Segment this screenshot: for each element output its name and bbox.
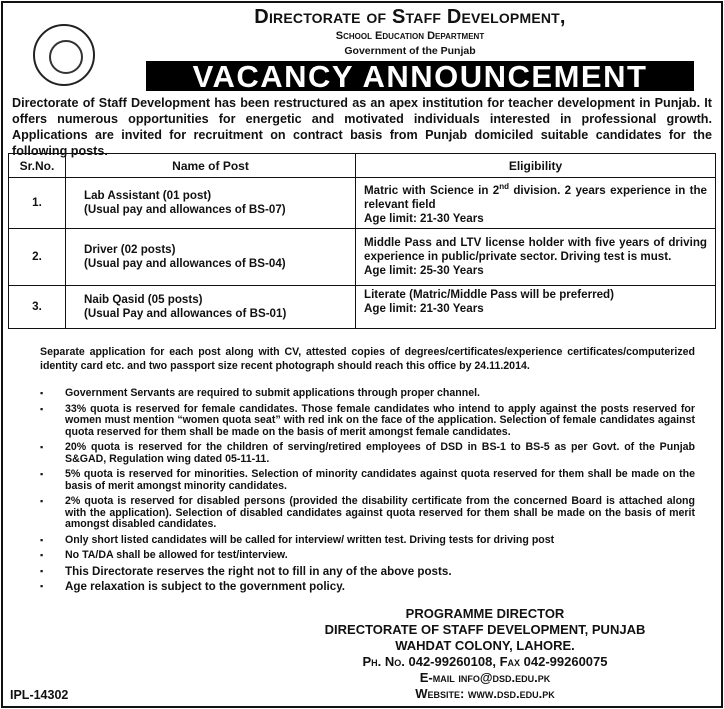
elig-sup: nd — [499, 182, 509, 192]
eligibility — [356, 229, 716, 286]
post-pay: (Usual Pay and allowances of BS-01) — [84, 307, 287, 320]
elig-part: Matric with Science in 2 — [364, 183, 500, 197]
posts-table — [8, 153, 716, 329]
eligibility — [356, 286, 716, 329]
table-row — [9, 178, 716, 229]
conditions-list — [40, 388, 695, 597]
eligibility-text: Middle Pass and LTV license holder with five years of driving experience in public/private sector. Driving test is must. — [364, 236, 707, 263]
contact-phone: Ph. No. 042-99260108, Fax 042-99260075 — [362, 654, 608, 669]
elig-part: division. 2 years experience in the relevant field — [364, 183, 708, 211]
condition-item: ▪ 33% quota is reserved for female candidates. Those female candidates who intend to apply against the posts reserved for women must mention “women quota seat” with red ink on the face of the application. Selection of female candidates against quota reserved for them shall be made on the basis of merit amongst female candidates. — [40, 404, 695, 439]
post-pay: (Usual pay and allowances of BS-04) — [84, 257, 286, 270]
eligibility-text — [364, 180, 707, 212]
post-name — [66, 286, 356, 329]
post-name — [66, 178, 356, 229]
table-header — [9, 154, 716, 178]
condition-item: ▪ Only short listed candidates will be called for interview/ written test. Driving tests for driving post — [40, 535, 695, 547]
condition-item: ▪ No TA/DA shall be allowed for test/interview. — [40, 550, 695, 562]
condition-item: ▪ 5% quota is reserved for minorities. Selection of minority candidates against quota reserved for them shall be made on the basis of merit amongst minority candidates. — [40, 469, 695, 492]
table-row — [9, 286, 716, 329]
gov-title: Government of the Punjab — [344, 45, 476, 57]
eligibility — [356, 178, 716, 229]
table-row — [9, 229, 716, 286]
contact-website[interactable]: Website: www.dsd.edu.pk — [415, 686, 555, 701]
sr-no: 2. — [9, 229, 66, 286]
age-limit: Age limit: 21-30 Years — [364, 211, 484, 225]
header-eligibility: Eligibility — [356, 154, 716, 178]
age-limit: Age limit: 25-30 Years — [364, 264, 484, 277]
reference-number: IPL-14302 — [10, 688, 69, 702]
vacancy-banner: VACANCY ANNOUNCEMENT — [146, 61, 694, 91]
sr-no: 3. — [9, 286, 66, 329]
post-title: Naib Qasid (05 posts) — [84, 293, 203, 306]
post-title: Lab Assistant (01 post) — [84, 189, 212, 202]
contact-address: WAHDAT COLONY, LAHORE. — [395, 638, 575, 653]
condition-item: ▪ 20% quota is reserved for the children of serving/retired employees of DSD in BS-1 to BS-5 as per Govt. of the Punjab S&GAD, Regulation wing dated 05-11-11. — [40, 442, 695, 465]
sr-no: 1. — [9, 178, 66, 229]
contact-block — [270, 606, 700, 702]
intro-paragraph: Directorate of Staff Development has been restructured as an apex institution for teacher development in Punjab. It offers numerous opportunities for energetic and motivated individuals interested in professional growth. Applications are invited for recruitment on contract basis from Punjab domiciled suitable candidates for the following posts. — [12, 96, 712, 158]
condition-item: ▪ 2% quota is reserved for disabled persons (provided the disability certificate from the concerned Board is attached along with the application). Selection of disabled candidates against quota reserved for them shall be made on the basis of merit amongst disabled candidates. — [40, 496, 695, 531]
post-name — [66, 229, 356, 286]
dsd-logo — [33, 24, 95, 86]
application-instructions: Separate application for each post along with CV, attested copies of degrees/certificates/experience certificates/computerized identity card etc. and two passport size recent photograph should reach this office by 24.11.2014. — [40, 346, 695, 372]
condition-item: ▪ Age relaxation is subject to the government policy. — [40, 581, 695, 593]
post-title: Driver (02 posts) — [84, 243, 176, 256]
header-srno: Sr.No. — [9, 154, 66, 178]
post-pay: (Usual pay and allowances of BS-07) — [84, 203, 286, 216]
eligibility-text: Literate (Matric/Middle Pass will be preferred) — [364, 288, 614, 301]
condition-item: ▪ Government Servants are required to submit applications through proper channel. — [40, 388, 695, 400]
contact-email[interactable]: E-mail info@dsd.edu.pk — [419, 670, 551, 685]
condition-item: ▪ This Directorate reserves the right not to fill in any of the above posts. — [40, 566, 695, 578]
contact-title: PROGRAMME DIRECTOR — [405, 606, 565, 621]
header-post: Name of Post — [66, 154, 356, 178]
age-limit: Age limit: 21-30 Years — [364, 302, 484, 315]
dept-title: School Education Department — [335, 30, 485, 42]
contact-org: DIRECTORATE OF STAFF DEVELOPMENT, PUNJAB — [324, 622, 646, 637]
org-title: Directorate of Staff Development, — [254, 6, 566, 28]
